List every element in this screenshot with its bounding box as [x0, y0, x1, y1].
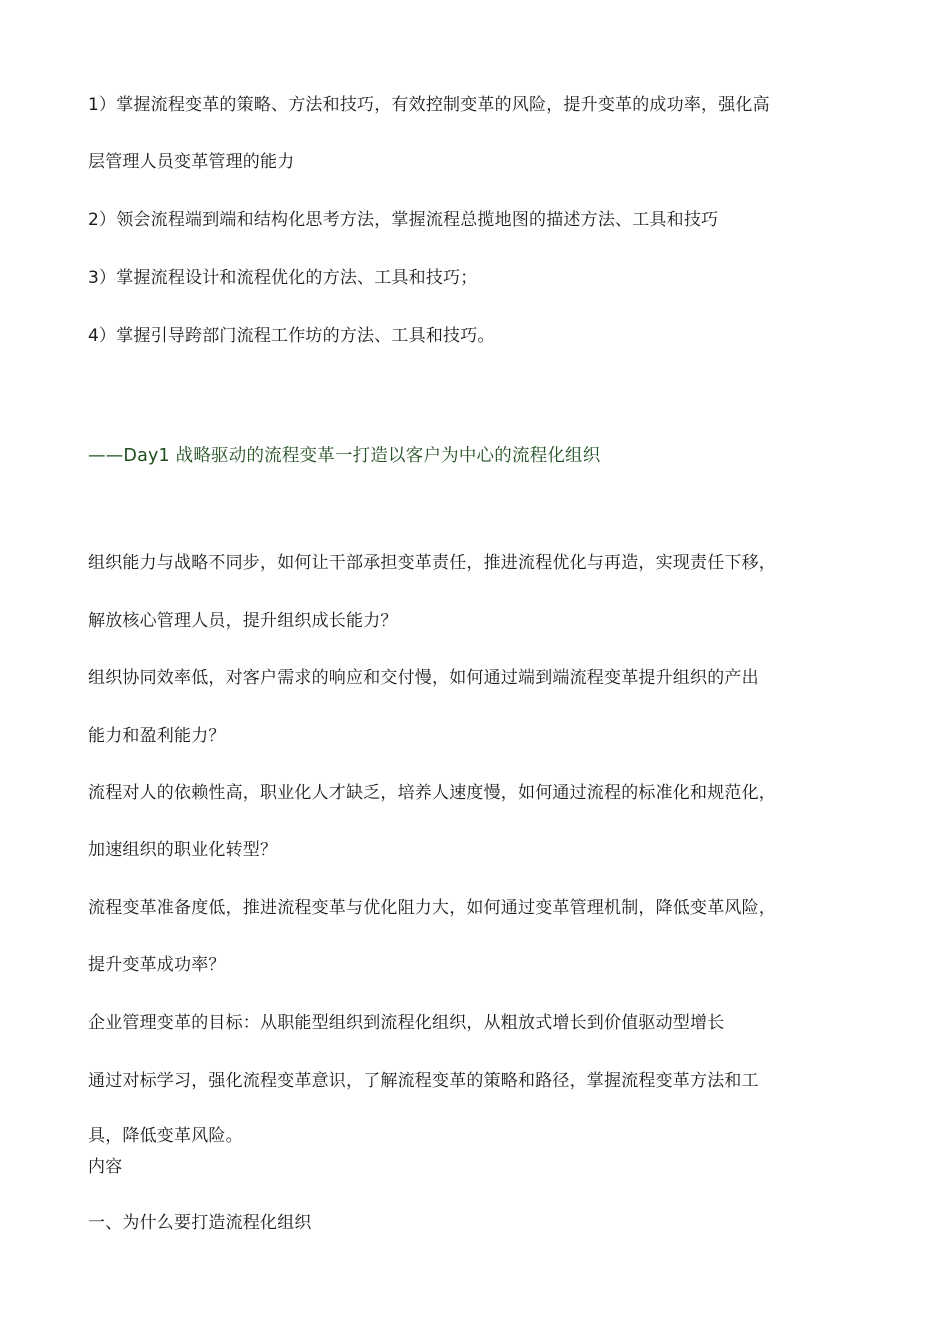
objective-4: 4）掌握引导跨部门流程工作坊的方法、工具和技巧。	[88, 326, 495, 346]
paragraph-line: 解放核心管理人员，提升组织成长能力？	[88, 611, 398, 631]
content-label: 内容	[88, 1157, 123, 1177]
paragraph-line: 组织协同效率低，对客户需求的响应和交付慢，如何通过端到端流程变革提升组织的产出	[88, 668, 759, 688]
day1-heading: ——Day1 战略驱动的流程变革一打造以客户为中心的流程化组织	[88, 446, 601, 466]
objective-2: 2）领会流程端到端和结构化思考方法，掌握流程总揽地图的描述方法、工具和技巧	[88, 210, 719, 230]
objective-3: 3）掌握流程设计和流程优化的方法、工具和技巧；	[88, 268, 478, 288]
paragraph-line: 提升变革成功率？	[88, 955, 226, 975]
paragraph-line: 组织能力与战略不同步，如何让干部承担变革责任，推进流程优化与再造，实现责任下移，	[88, 553, 776, 573]
paragraph-line: 企业管理变革的目标：从职能型组织到流程化组织，从粗放式增长到价值驱动型增长	[88, 1013, 725, 1033]
paragraph-line: 流程变革准备度低，推进流程变革与优化阻力大，如何通过变革管理机制，降低变革风险，	[88, 898, 776, 918]
section-one-title: 一、为什么要打造流程化组织	[88, 1213, 312, 1233]
paragraph-line: 具，降低变革风险。	[88, 1126, 243, 1146]
paragraph-line: 加速组织的职业化转型？	[88, 840, 278, 860]
paragraph-line: 流程对人的依赖性高，职业化人才缺乏，培养人速度慢，如何通过流程的标准化和规范化，	[88, 783, 776, 803]
objective-1-line-2: 层管理人员变革管理的能力	[88, 152, 295, 172]
objective-1-line-1: 1）掌握流程变革的策略、方法和技巧，有效控制变革的风险，提升变革的成功率，强化高	[88, 95, 770, 115]
paragraph-line: 能力和盈利能力？	[88, 726, 226, 746]
paragraph-line: 通过对标学习，强化流程变革意识，了解流程变革的策略和路径，掌握流程变革方法和工	[88, 1071, 759, 1091]
